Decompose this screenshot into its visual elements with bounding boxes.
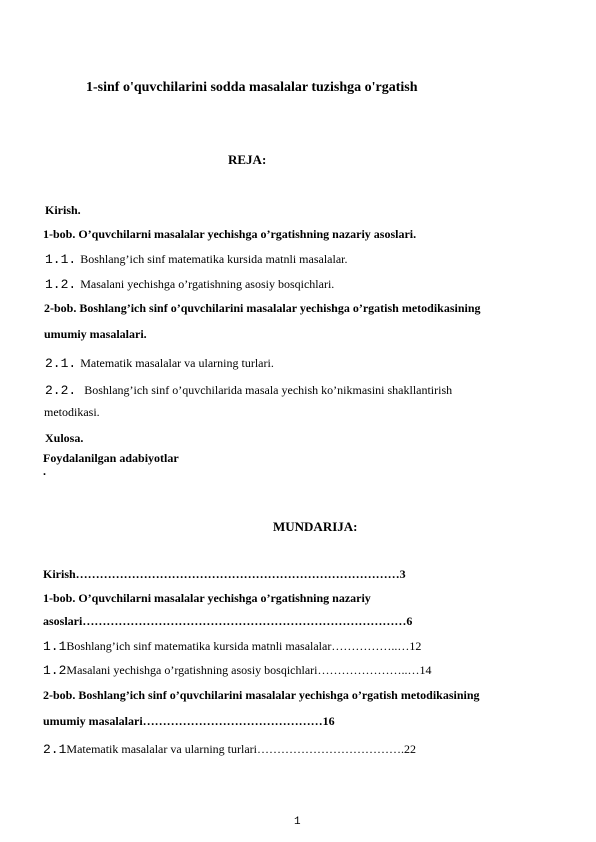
plan-chapter-2-line1: 2-bob. Boshlang’ich sinf o’quvchilarini masalalar yechishga o’rgatish metodikasining xyxy=(44,301,481,315)
plan-section-1-1 xyxy=(45,250,347,268)
section-text: Boshlang’ich sinf o’quvchilarida masala yechish ko’nikmasini shakllantirish xyxy=(84,383,453,397)
plan-references: Foydalanilgan adabiyotlar xyxy=(43,451,179,465)
section-text: Masalani yechishga o’rgatishning asosiy bosqichlari…………………..…14 xyxy=(66,663,432,677)
plan-chapter-2-line2: umumiy masalalari. xyxy=(44,327,147,341)
section-text: Boshlang’ich sinf matematika kursida matnli masalalar……………..…12 xyxy=(66,639,422,653)
toc-chapter-2-line1: 2-bob. Boshlang’ich sinf o’quvchilarini masalalar yechishga o’rgatish metodikasining xyxy=(43,688,480,702)
section-number: 2.1 xyxy=(43,742,67,757)
toc-chapter-1-line2: asoslari………………………………………………………………………6 xyxy=(43,614,413,628)
plan-section-1-2 xyxy=(45,275,334,293)
section-number: 1.1 xyxy=(43,639,67,654)
section-number: 2.2. xyxy=(45,383,77,398)
section-number: 2.1. xyxy=(45,356,77,371)
page-number: 1 xyxy=(294,816,301,828)
plan-section-2-2-cont: metodikasi. xyxy=(44,405,100,419)
section-number: 1.2 xyxy=(43,663,67,678)
toc-chapter-2-line2: umumiy masalalari………………………………………16 xyxy=(43,714,335,728)
plan-chapter-1: 1-bob. O’quvchilarni masalalar yechishga o’rgatishning nazariy asoslari. xyxy=(43,227,417,241)
plan-intro: Kirish. xyxy=(45,203,81,217)
plan-conclusion: Xulosa. xyxy=(45,431,84,445)
section-text: Masalani yechishga o’rgatishning asosiy bosqichlari. xyxy=(80,277,335,291)
toc-section-1-1 xyxy=(43,637,421,655)
plan-heading: REJA: xyxy=(228,152,267,167)
plan-trailing-dot: . xyxy=(43,464,46,478)
document-title: 1-sinf o'quvchilarini sodda masalalar tuzishga o'rgatish xyxy=(86,80,418,95)
plan-section-2-2 xyxy=(45,381,452,399)
section-text: Matematik masalalar va ularning turlari……………………………….22 xyxy=(66,742,416,756)
toc-chapter-1-line1: 1-bob. O’quvchilarni masalalar yechishga o’rgatishning nazariy xyxy=(43,591,371,605)
toc-intro: Kirish………………………………………………………………………3 xyxy=(43,567,406,581)
section-text: Matematik masalalar va ularning turlari. xyxy=(80,356,274,370)
toc-section-1-2 xyxy=(43,661,431,679)
toc-heading: MUNDARIJA: xyxy=(273,519,358,534)
plan-section-2-1 xyxy=(45,354,274,372)
section-number: 1.2. xyxy=(45,277,77,292)
section-text: Boshlang’ich sinf matematika kursida matnli masalalar. xyxy=(80,252,348,266)
toc-section-2-1 xyxy=(43,740,416,758)
section-number: 1.1. xyxy=(45,252,77,267)
